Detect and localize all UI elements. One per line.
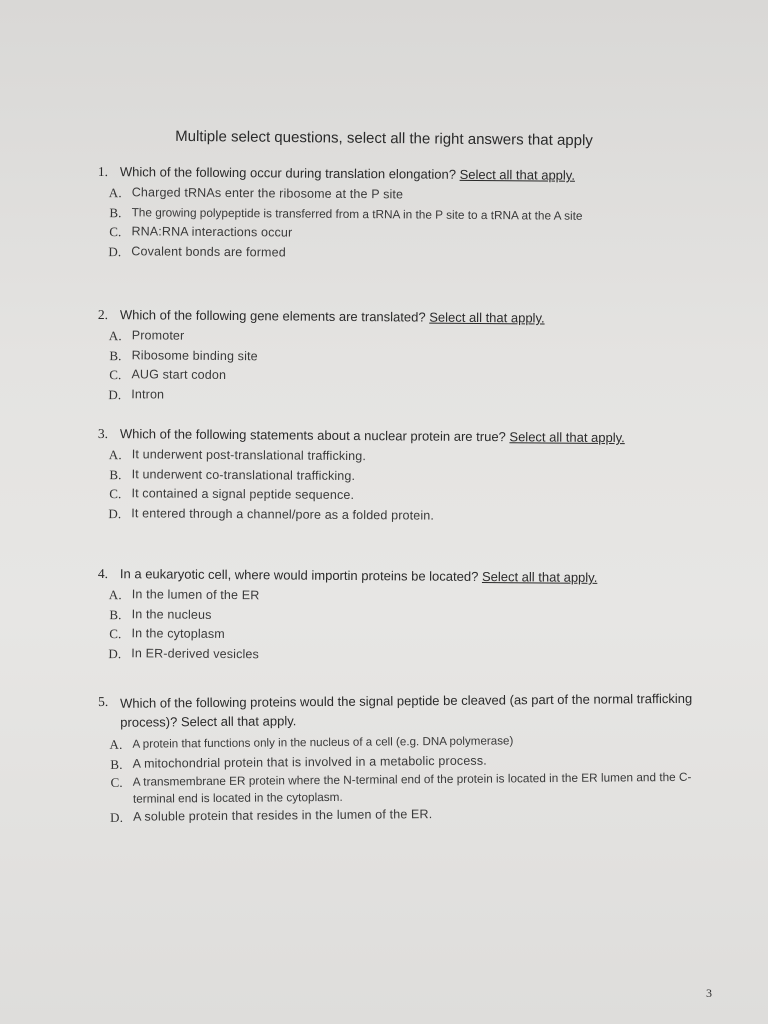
select-all-note: Select all that apply. bbox=[459, 166, 576, 183]
option-b: B. In the nucleus bbox=[109, 606, 212, 622]
option-c: C. It contained a signal peptide sequence. bbox=[109, 486, 355, 503]
page-title: Multiple select questions, select all the right answers that apply bbox=[175, 127, 593, 150]
select-all-note: Select all that apply. bbox=[429, 309, 545, 326]
question-text: Which of the following gene elements are translated? Select all that apply. bbox=[119, 307, 545, 326]
option-d: D. Intron bbox=[108, 386, 165, 402]
question-number: 1. bbox=[97, 164, 109, 180]
option-b: B. It underwent co-translational trafficking. bbox=[109, 466, 356, 483]
question-number: 4. bbox=[97, 566, 109, 582]
option-c: C. AUG start codon bbox=[109, 367, 227, 383]
option-a: A. Promoter bbox=[108, 328, 185, 344]
option-a: A. Charged tRNAs enter the ribosome at the P site bbox=[108, 185, 404, 202]
option-a: A. A protein that functions only in the nucleus of a cell (e.g. DNA polymerase) bbox=[109, 734, 514, 752]
question-5 bbox=[98, 689, 699, 828]
option-c: C. In the cytoplasm bbox=[109, 626, 225, 642]
question-text: Which of the following proteins would the signal peptide be cleaved (as part of the normal trafficking process)? Select all that apply. bbox=[120, 690, 693, 730]
question-1 bbox=[97, 164, 698, 266]
option-b: B. The growing polypeptide is transferred from a tRNA in the P site to a tRNA at the A site bbox=[109, 204, 583, 223]
option-b: B. A mitochondrial protein that is involved in a metabolic process. bbox=[110, 753, 487, 772]
question-text: Which of the following statements about a nuclear protein are true? Select all that apply. bbox=[119, 426, 625, 446]
option-d: D. In ER-derived vesicles bbox=[108, 645, 260, 661]
question-text: In a eukaryotic cell, where would importin proteins be located? Select all that apply. bbox=[119, 566, 598, 585]
option-d: D. Covalent bonds are formed bbox=[108, 243, 286, 259]
question-number: 5. bbox=[98, 693, 109, 709]
option-c: C. A transmembrane ER protein where the N-terminal end of the protein is located in the ER lumen and the C-terminal end is located in the cytoplasm. bbox=[110, 769, 692, 806]
page-number: 3 bbox=[706, 986, 712, 1000]
select-all-note: Select all that apply. bbox=[481, 569, 598, 585]
option-a: A. In the lumen of the ER bbox=[108, 587, 260, 603]
question-number: 2. bbox=[97, 307, 109, 323]
option-d: D. A soluble protein that resides in the lumen of the ER. bbox=[110, 807, 433, 825]
option-a: A. It underwent post-translational trafficking. bbox=[108, 447, 367, 464]
question-3 bbox=[97, 426, 698, 528]
option-d: D. It entered through a channel/pore as a folded protein. bbox=[108, 505, 435, 523]
option-b: B. Ribosome binding site bbox=[109, 347, 258, 363]
question-4 bbox=[97, 566, 698, 668]
question-2 bbox=[97, 307, 698, 409]
question-text: Which of the following occur during translation elongation? Select all that apply. bbox=[119, 164, 576, 183]
select-all-note: Select all that apply. bbox=[509, 429, 625, 446]
question-number: 3. bbox=[97, 426, 109, 442]
option-c: C. RNA:RNA interactions occur bbox=[109, 224, 293, 240]
